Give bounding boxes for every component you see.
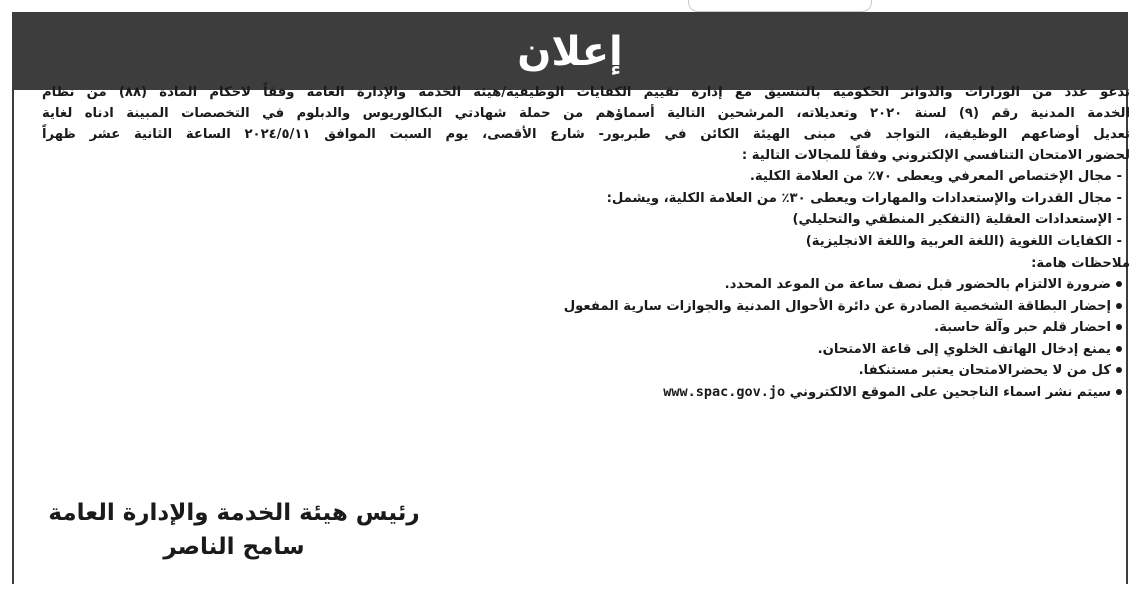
intro-line: تعديل أوضاعهم الوظيفية، التواجد في مبنى الهيئة الكائن في طبربور- شارع الأقصى، يوم السبت الموافق ٢٠٢٤/٥/١١ الساعة الثانية عشر ظهراً [42, 127, 1130, 142]
bullet-icon [1116, 281, 1122, 287]
exam-field-item: - الإستعدادات العقلية (التفكير المنطقي والتحليلي) [792, 212, 1122, 227]
note-text: كل من لا يحضرالامتحان يعتبر مستنكفا. [858, 363, 1111, 378]
note-text: سيتم نشر اسماء الناجحين على الموقع الالكتروني [789, 384, 1111, 400]
bullet-icon [1116, 367, 1122, 373]
note-text: ضرورة الالتزام بالحضور قبل نصف ساعة من الموعد المحدد. [724, 277, 1111, 292]
announcement-title: إعلان [517, 29, 623, 75]
note-item [42, 296, 1130, 318]
notes-heading: ملاحظات هامة: [1031, 256, 1130, 271]
signature-name: سامح الناصر [163, 534, 305, 560]
bullet-icon [1116, 389, 1122, 395]
note-text: احضار قلم حبر وآلة حاسبة. [934, 320, 1111, 335]
bullet-icon [1116, 346, 1122, 352]
intro-line: الخدمة المدنية رقم (٩) لسنة ٢٠٢٠ وتعديلاته، المرشحين التالية أسماؤهم من حملة شهادتي البكالوريوس والدبلوم في التخصصات المبينة ادناه لغاية [42, 106, 1130, 121]
announcement-body [42, 82, 1130, 403]
exam-field-item: - مجال الإختصاص المعرفي ويعطى ٧٠٪ من العلامة الكلية. [749, 169, 1122, 184]
page-edge-tab [688, 0, 872, 12]
note-item [42, 274, 1130, 296]
signature-title: رئيس هيئة الخدمة والإدارة العامة [48, 500, 420, 526]
note-item [42, 382, 1130, 404]
intro-line: تدعو عدد من الوزارات والدوائر الحكومية بالتنسيق مع إدارة تقييم الكفايات الوظيفية/هيئة الخدمة والإدارة العامة وفقاً لاحكام المادة (٨٨) من نظام [42, 85, 1130, 100]
bullet-icon [1116, 303, 1122, 309]
note-item [42, 339, 1130, 361]
exam-field-item: - مجال القدرات والإستعدادات والمهارات ويعطى ٣٠٪ من العلامة الكلية، ويشمل: [606, 190, 1122, 206]
website-link[interactable]: www.spac.gov.jo [663, 383, 786, 400]
note-item [42, 360, 1130, 382]
intro-line: لحضور الامتحان التنافسي الإلكتروني وفقاً للمجالات التالية : [741, 148, 1130, 163]
note-item [42, 317, 1130, 339]
signature-block [38, 496, 430, 564]
note-text: إحضار البطاقة الشخصية الصادرة عن دائرة الأحوال المدنية والجوازات سارية المفعول [563, 298, 1111, 314]
note-text: يمنع إدخال الهاتف الخلوي إلى قاعة الامتحان. [817, 341, 1111, 357]
bullet-icon [1116, 324, 1122, 330]
announcement-header [14, 14, 1126, 90]
exam-field-item: - الكفايات اللغوية (اللغة العربية واللغة الانجليزية) [805, 233, 1122, 249]
